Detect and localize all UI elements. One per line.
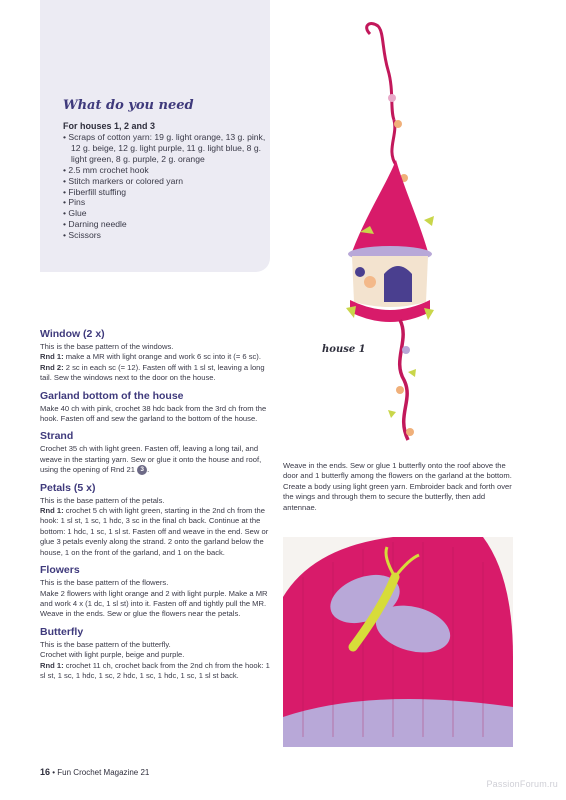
materials-item: • Scraps of cotton yarn: 19 g. light orange, 13 g. pink, 12 g. beige, 12 g. light purple, 11 g. light blue, 8 g. light green, 8 g. purple, 2 g. orange	[63, 132, 268, 165]
strand-text: Crochet 35 ch with light green. Fasten off, leaving a long tail, and weave in the starting yarn. Sew or glue it onto the house and roof, using the opening of Rnd 21	[40, 444, 262, 475]
garland-section	[40, 390, 272, 425]
magazine-name: Fun Crochet Magazine 21	[57, 768, 150, 777]
section-intro: This is the base pattern of the windows.	[40, 342, 174, 351]
round-text: 2 sc in each sc (= 12). Fasten off with 1 sl st, leaving a long tail. Sew the windows next to the door on the house.	[40, 362, 265, 383]
footer-bullet: •	[52, 768, 56, 777]
window-section	[40, 328, 272, 384]
section-heading: Strand	[40, 430, 74, 443]
materials-list	[63, 132, 268, 241]
house-label: house 1	[322, 344, 366, 355]
flowers-section	[40, 564, 272, 620]
materials-item: • Scissors	[63, 230, 268, 241]
step-badge: 3	[137, 465, 147, 475]
page-number: 16	[40, 767, 51, 777]
section-heading: Butterfly	[40, 625, 84, 638]
crochet-house-illustration	[300, 20, 490, 480]
materials-subtitle: For houses 1, 2 and 3	[63, 121, 156, 131]
section-text: Make 2 flowers with light orange and 2 with light purple. Make a MR and work 4 x (1 dc, 1 sl st) into it. Fasten off and tightly pull the MR. Weave in the ends. Sew or glue the flowers near the petals.	[40, 588, 268, 619]
strand-section	[40, 430, 272, 475]
round-1	[40, 352, 272, 362]
section-intro: This is the base pattern of the butterfly.	[40, 639, 171, 649]
round-1	[40, 661, 272, 682]
section-text: Make 40 ch with pink, crochet 38 hdc back from the 3rd ch from the hook. Fasten off and sew the garland to the bottom of the house.	[40, 403, 267, 424]
section-heading: Petals (5 x)	[40, 481, 96, 494]
instructions-left-column	[40, 328, 272, 687]
butterfly-closeup-photo	[283, 537, 513, 747]
materials-item: • Darning needle	[63, 219, 268, 230]
round-label: Rnd 1:	[40, 660, 64, 670]
round-label: Rnd 2:	[40, 362, 64, 372]
materials-item: • Stitch markers or colored yarn	[63, 176, 268, 187]
instructions-right-column	[283, 461, 515, 513]
materials-title: What do you need	[63, 98, 194, 113]
round-text: make a MR with light orange and work 6 sc into it (= 6 sc).	[63, 352, 261, 362]
section-heading: Flowers	[40, 564, 80, 577]
petals-section	[40, 482, 272, 558]
section-intro: This is the base pattern of the petals.	[40, 495, 165, 505]
section-heading: Garland bottom of the house	[40, 389, 184, 402]
section-text	[40, 444, 272, 475]
page-footer	[40, 767, 149, 777]
materials-item: • Glue	[63, 208, 268, 219]
butterfly-section	[40, 626, 272, 682]
section-heading: Window (2 x)	[40, 328, 105, 340]
round-text: crochet 5 ch with light green, starting in the 2nd ch from the hook: 1 sl st, 1 sc, 1 hdc, 3 sc in the final ch back. Continue at the bottom: 1 hdc, 1 sc, 1 sl st. Fasten off and weave in the end. Sew or glue 3 petals evenly along the strand. 2 onto the garland below the house, 1 on the front of the garland, and 1 on the back.	[40, 506, 269, 557]
materials-item: • 2.5 mm crochet hook	[63, 165, 268, 176]
round-2	[40, 363, 272, 384]
round-label: Rnd 1:	[40, 352, 64, 362]
round-label: Rnd 1:	[40, 506, 64, 516]
butterfly-continued: Weave in the ends. Sew or glue 1 butterfly onto the roof above the door and 1 butterfly among the flowers on the garland at the bottom. Create a body using light green yarn. Embroider back and forth over the wings and through them to secure the butterfly, then add antennae.	[283, 461, 512, 512]
round-1	[40, 506, 272, 558]
materials-item: • Pins	[63, 197, 268, 208]
watermark: PassionForum.ru	[486, 779, 558, 789]
round-text: crochet 11 ch, crochet back from the 2nd ch from the hook: 1 sl st, 1 sc, 1 hdc, 1 sc, 2 hdc, 1 sc, 1 hdc, 1 sc, 1 sl st back.	[40, 660, 270, 680]
section-intro: This is the base pattern of the flowers.	[40, 578, 169, 588]
strand-end: .	[147, 465, 150, 475]
materials-item: • Fiberfill stuffing	[63, 187, 268, 198]
section-text: Crochet with light purple, beige and purple.	[40, 650, 185, 660]
